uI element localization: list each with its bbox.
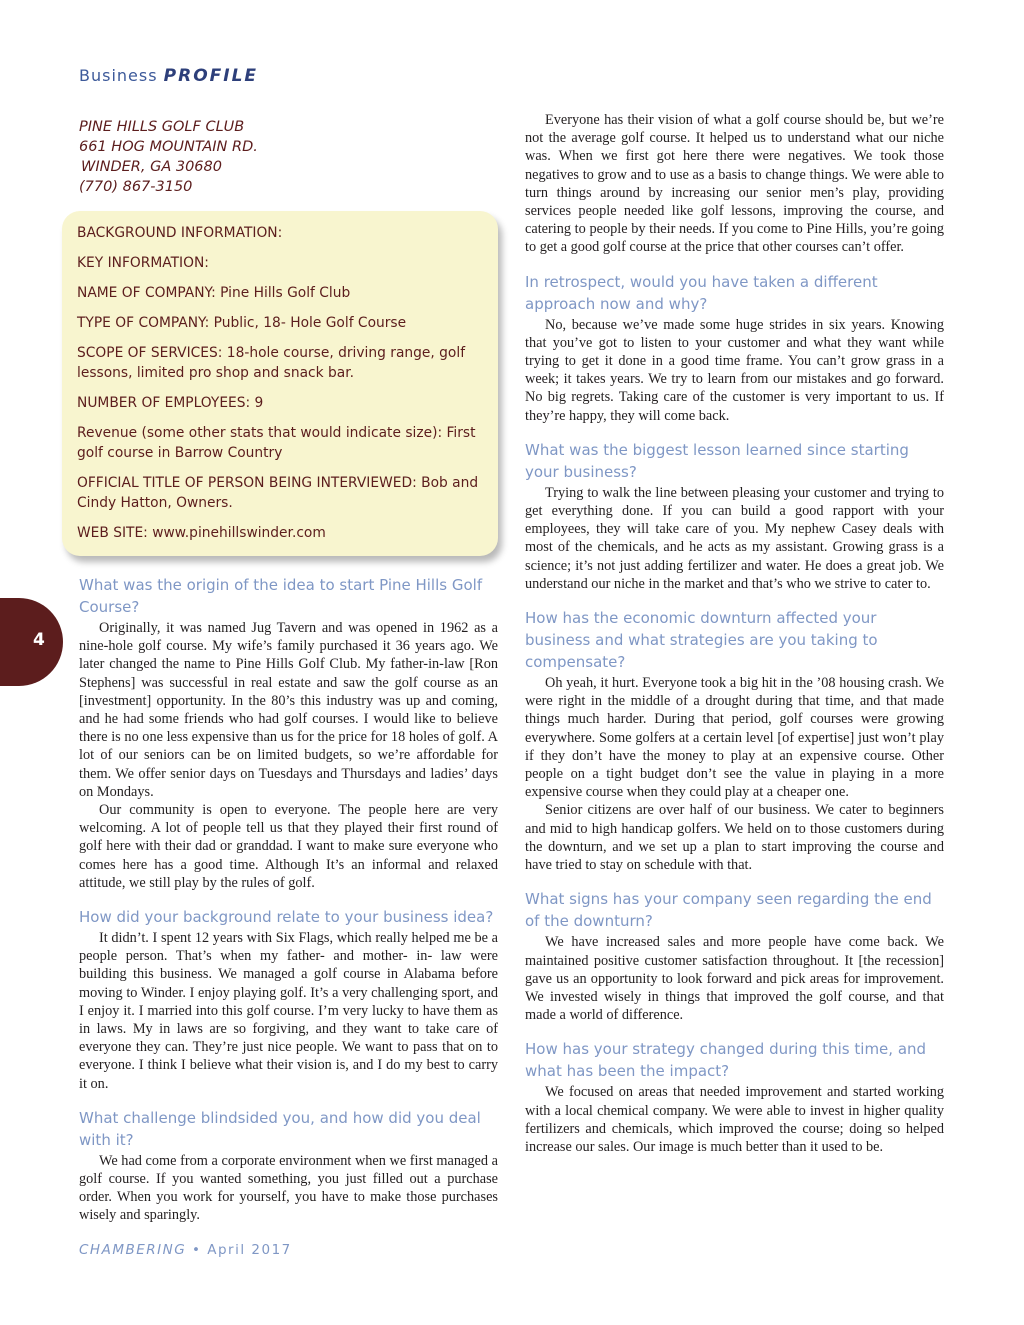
section-header [79, 66, 258, 86]
answer-retrospect: No, because we’ve made some huge strides in six years. Knowing that you’ve got to listen to your customer and what they want while trying to get it done in a good time frame. You can’t grow grass in a week; it takes years. We try to learn from our mistakes and go forward. No big regrets. Taking care of the customer is very important to us. If they’re happy, they will come back. [525, 316, 944, 424]
question-retrospect: In retrospect, would you have taken a different approach now and why? [525, 272, 878, 313]
right-column [525, 111, 944, 1170]
question-recovery: What signs has your company seen regarding the end of the downturn? [525, 890, 932, 931]
answer-downturn-p2: Senior citizens are over half of our business. We cater to beginners and mid to high handicap golfers. We held on to those customers during the downturn, and we set up a plan to start improving the course and have tried to stay on schedule with that. [525, 802, 944, 874]
answer-background: It didn’t. I spent 12 years with Six Flags, which really helped me be a people person. That’s when my father- and mother- in- law were building this business. We managed a golf course in Alabama before moving to Winder. I enjoy playing golf. It’s a very challenging sport, and I enjoy it. I married into this golf course. I’m very lucky to have them as in laws. My in laws are so forgiving, and they want to take care of everyone they can. They’re just nice people. We want to pass that on to everyone. I think I believe what their vision is, and I do my best to carry it on. [79, 930, 498, 1092]
answer-challenge-continued: Everyone has their vision of what a golf course should be, but we’re not the average golf course. It helped us to understand what our niche was. When we first got here there were negatives. We took those negatives to grow and to use as a basis to change things. We were able to turn things around by increasing our senior men’s play, providing services people needed like golf lessons, improving the course, and catering to people by their needs. If you come to Pine Hills, you’re going to get a good golf course at the price that other courses can’t offer. [525, 112, 944, 256]
page-footer [79, 1242, 292, 1258]
left-column [79, 574, 498, 1239]
question-challenge: What challenge blindsided you, and how did you deal with it? [79, 1108, 481, 1149]
key-information-box [62, 211, 498, 556]
info-scope: SCOPE OF SERVICES: 18-hole course, driving range, golf lessons, limited pro shop and snack bar. [77, 345, 466, 381]
info-key: KEY INFORMATION: [77, 255, 209, 271]
business-street: 661 HOG MOUNTAIN RD. [79, 139, 258, 155]
question-background: How did your background relate to your business idea? [79, 908, 494, 927]
answer-strategy: We focused on areas that needed improvement and started working with a local chemical company. We were able to invest in higher quality fertilizers and chemicals, which improved the course; doing so helped increase our sales. Our image is much better than it used to be. [525, 1084, 944, 1155]
business-phone: (770) 867-3150 [79, 179, 193, 195]
answer-lesson: Trying to walk the line between pleasing your customer and trying to get everything done. If you can build a good rapport with your employees, they will take care of you. My nephew Casey deals with most of the chemicals, and he acts as my assistant. Growing grass is a science; it’s not just adding fertilizer and water. He does a great job. We understand our niche in the market and that’s who we strive to cater to. [525, 484, 944, 592]
info-employees: NUMBER OF EMPLOYEES: 9 [77, 395, 264, 411]
info-revenue: Revenue (some other stats that would indicate size): First golf course in Barrow Country [77, 425, 476, 461]
info-website: WEB SITE: www.pinehillswinder.com [77, 525, 326, 541]
answer-origin-p2: Our community is open to everyone. The people here are very welcoming. A lot of people tell us that they played their first round of golf here with their dad or granddad. I want to make sure everyone who comes here has a good time. Although It’s an informal and relaxed attitude, we still play by the rules of golf. [79, 802, 498, 891]
info-company-name: NAME OF COMPANY: Pine Hills Golf Club [77, 285, 351, 301]
info-background: BACKGROUND INFORMATION: [77, 225, 283, 241]
page-number: 4 [33, 630, 45, 650]
question-lesson: What was the biggest lesson learned since starting your business? [525, 440, 909, 481]
footer-separator: • [191, 1242, 202, 1258]
section-label-profile: PROFILE [163, 66, 259, 86]
issue-date: April 2017 [207, 1242, 292, 1258]
business-address [79, 117, 379, 197]
question-downturn: How has the economic downturn affected your business and what strategies are you taking to compensate? [525, 609, 878, 672]
info-interviewee: OFFICIAL TITLE OF PERSON BEING INTERVIEWED: Bob and Cindy Hatton, Owners. [77, 475, 479, 511]
answer-challenge: We had come from a corporate environment when we first managed a golf course. If you wanted something, you just filled out a purchase order. When you work for yourself, you have to make those purchases wisely and sparingly. [79, 1152, 498, 1224]
answer-recovery: We have increased sales and more people have come back. We maintained positive customer satisfaction throughout. It [the recession] gave us an opportunity to look forward and pick areas for improvement. We invested wisely in things that improved the golf course, and that made a world of difference. [525, 934, 944, 1024]
publication-name: CHAMBERING [79, 1242, 187, 1258]
question-origin: What was the origin of the idea to start Pine Hills Golf Course? [79, 576, 483, 616]
page-number-tab [0, 598, 63, 686]
answer-downturn-p1: Oh yeah, it hurt. Everyone took a big hit in the ’08 housing crash. We were right in the middle of a drought during that time, and that made things much harder. During that period, golf courses were growing everywhere. Some golfers at a certain level [of expertise] just won’t play if they don’t have the money to play at an expensive course. Other people on a tight budget don’t see the value in playing in a more expensive course when they could play at a cheaper one. [525, 675, 944, 801]
section-label: Business [79, 66, 158, 85]
question-strategy: How has your strategy changed during this time, and what has been the impact? [525, 1040, 927, 1081]
business-city: WINDER, GA 30680 [81, 159, 222, 175]
business-name: PINE HILLS GOLF CLUB [79, 119, 245, 135]
answer-origin-p1: Originally, it was named Jug Tavern and was opened in 1962 as a nine-hole golf course. My wife’s family purchased it 36 years ago. We later changed the name to Pine Hills Golf Club. My father-in-law [Ron Stephens] was successful in real estate and saw the golf course as an [investment] opportunity. In the 80’s this industry was up and coming, and he had some friends who had golf courses. I would like to believe there is no one less expensive than us for the price for 18 holes of golf. A lot of our seniors can be on limited budgets, so we’re affordable for them. We offer senior days on Tuesdays and Thursdays and ladies’ days on Mondays. [79, 620, 498, 800]
info-company-type: TYPE OF COMPANY: Public, 18- Hole Golf Course [77, 315, 407, 331]
